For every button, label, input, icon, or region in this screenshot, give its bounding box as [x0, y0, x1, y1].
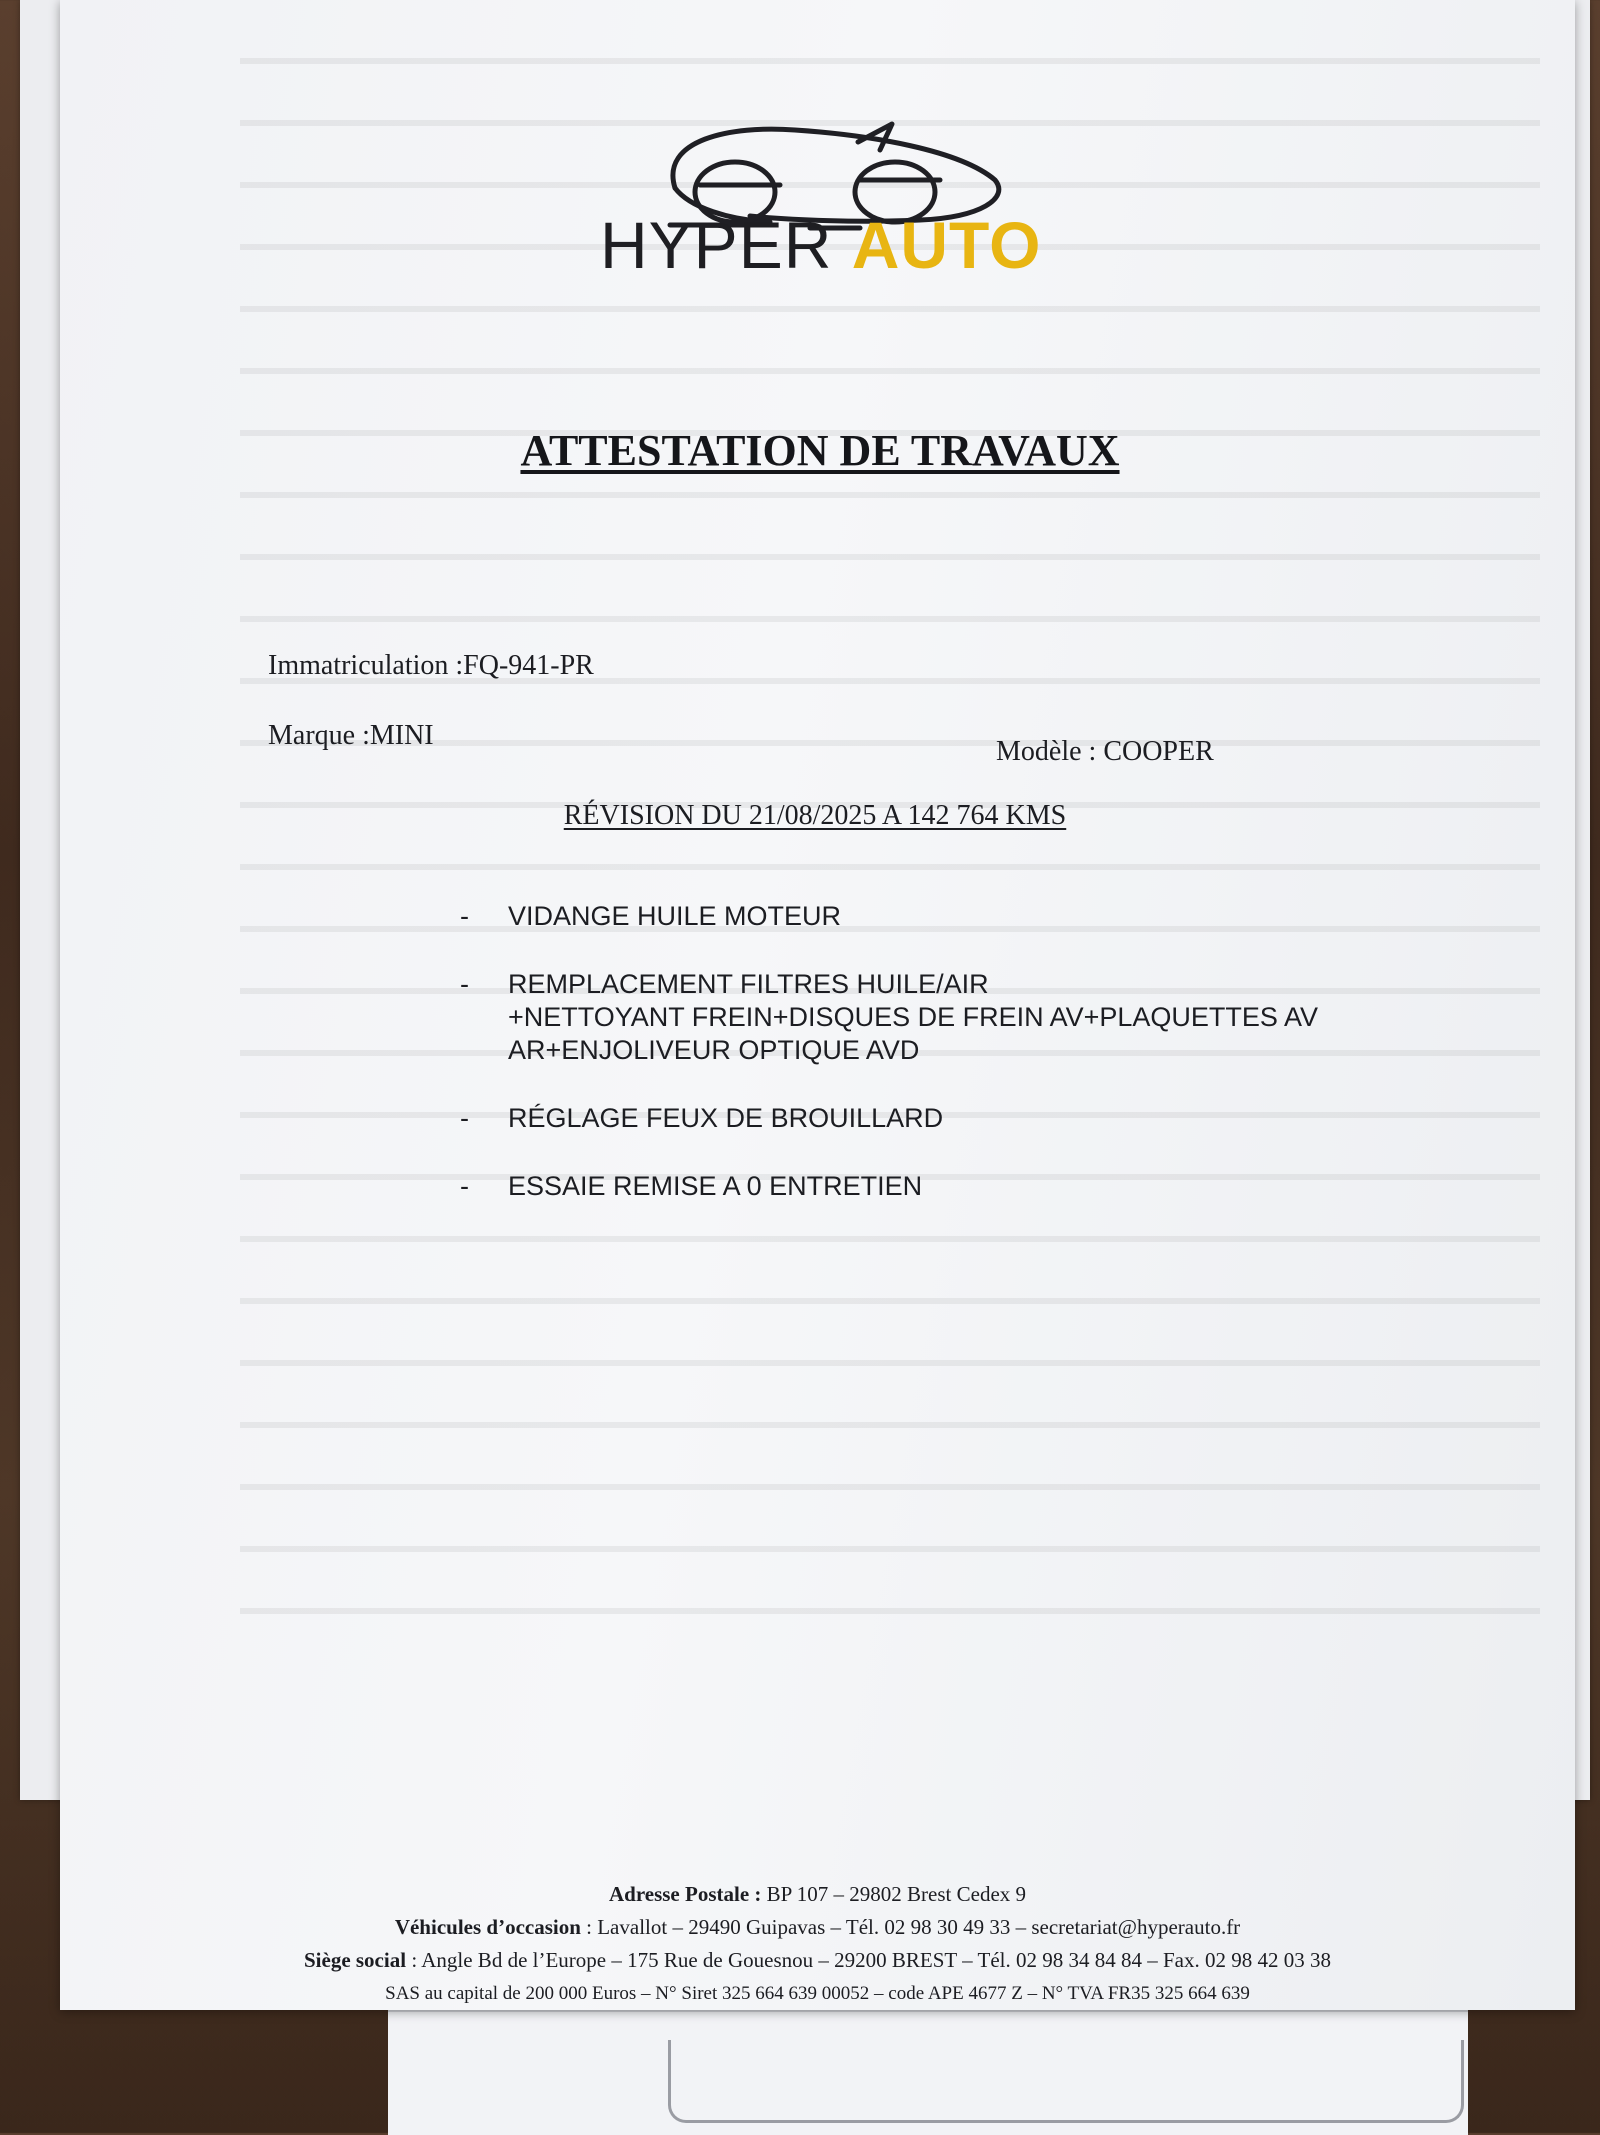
work-item: [460, 900, 1460, 933]
marque-value: MINI: [369, 720, 434, 751]
marque-field: [268, 720, 434, 752]
footer-address-label: Adresse Postale :: [608, 1882, 762, 1906]
footer-siege-line: [60, 1944, 1575, 1977]
revision-heading: RÉVISION DU 21/08/2025 A 142 764 KMS: [563, 800, 1067, 831]
footer-siege-value: : Angle Bd de l’Europe – 175 Rue de Gouesnou – 29200 BREST – Tél. 02 98 34 84 84 – Fax. 02 98 42 03 38: [406, 1948, 1331, 1972]
footer-vo-line: [60, 1911, 1575, 1944]
work-item-text: ESSAIE REMISE A 0 ENTRETIEN: [508, 1171, 923, 1201]
work-item: [460, 968, 1460, 1067]
brand-name-part1: HYPER: [600, 208, 833, 282]
document-title: ATTESTATION DE TRAVAUX: [520, 426, 1120, 475]
works-list: [460, 900, 1460, 1238]
immatriculation-value: FQ-941-PR: [463, 650, 594, 681]
work-item: [460, 1170, 1460, 1203]
brand-name-part2: AUTO: [851, 208, 1042, 282]
immatriculation-label: Immatriculation :: [268, 650, 464, 681]
work-item: [460, 1102, 1460, 1135]
work-item-text: REMPLACEMENT FILTRES HUILE/AIR +NETTOYANT FREIN+DISQUES DE FREIN AV+PLAQUETTES AV AR+ENJOLIVEUR OPTIQUE AVD: [508, 969, 1318, 1065]
bullet-dash: -: [460, 969, 469, 999]
footer-address-value: BP 107 – 29802 Brest Cedex 9: [761, 1882, 1027, 1906]
bottom-paper-frame: [668, 2040, 1464, 2123]
modele-value: COOPER: [1103, 736, 1214, 767]
bullet-dash: -: [460, 901, 469, 931]
modele-field: [996, 736, 1214, 768]
footer-legal-line: SAS au capital de 200 000 Euros – N° Siret 325 664 639 00052 – code APE 4677 Z – N° TVA FR35 325 664 639: [385, 1983, 1250, 2004]
footer-siege-label: Siège social: [303, 1948, 407, 1972]
company-footer: [60, 1878, 1575, 2010]
bullet-dash: -: [460, 1103, 469, 1133]
footer-address-line: [60, 1878, 1575, 1911]
work-item-text: VIDANGE HUILE MOTEUR: [508, 901, 842, 931]
modele-label: Modèle :: [996, 736, 1104, 767]
brand-name: [600, 208, 1060, 282]
footer-vo-label: Véhicules d’occasion: [394, 1915, 581, 1939]
work-item-text: RÉGLAGE FEUX DE BROUILLARD: [508, 1103, 944, 1133]
marque-label: Marque :: [268, 720, 370, 751]
immatriculation-field: [268, 650, 594, 682]
footer-vo-value: : Lavallot – 29490 Guipavas – Tél. 02 98 30 49 33 – secretariat@hyperauto.fr: [580, 1915, 1241, 1939]
bullet-dash: -: [460, 1171, 469, 1201]
